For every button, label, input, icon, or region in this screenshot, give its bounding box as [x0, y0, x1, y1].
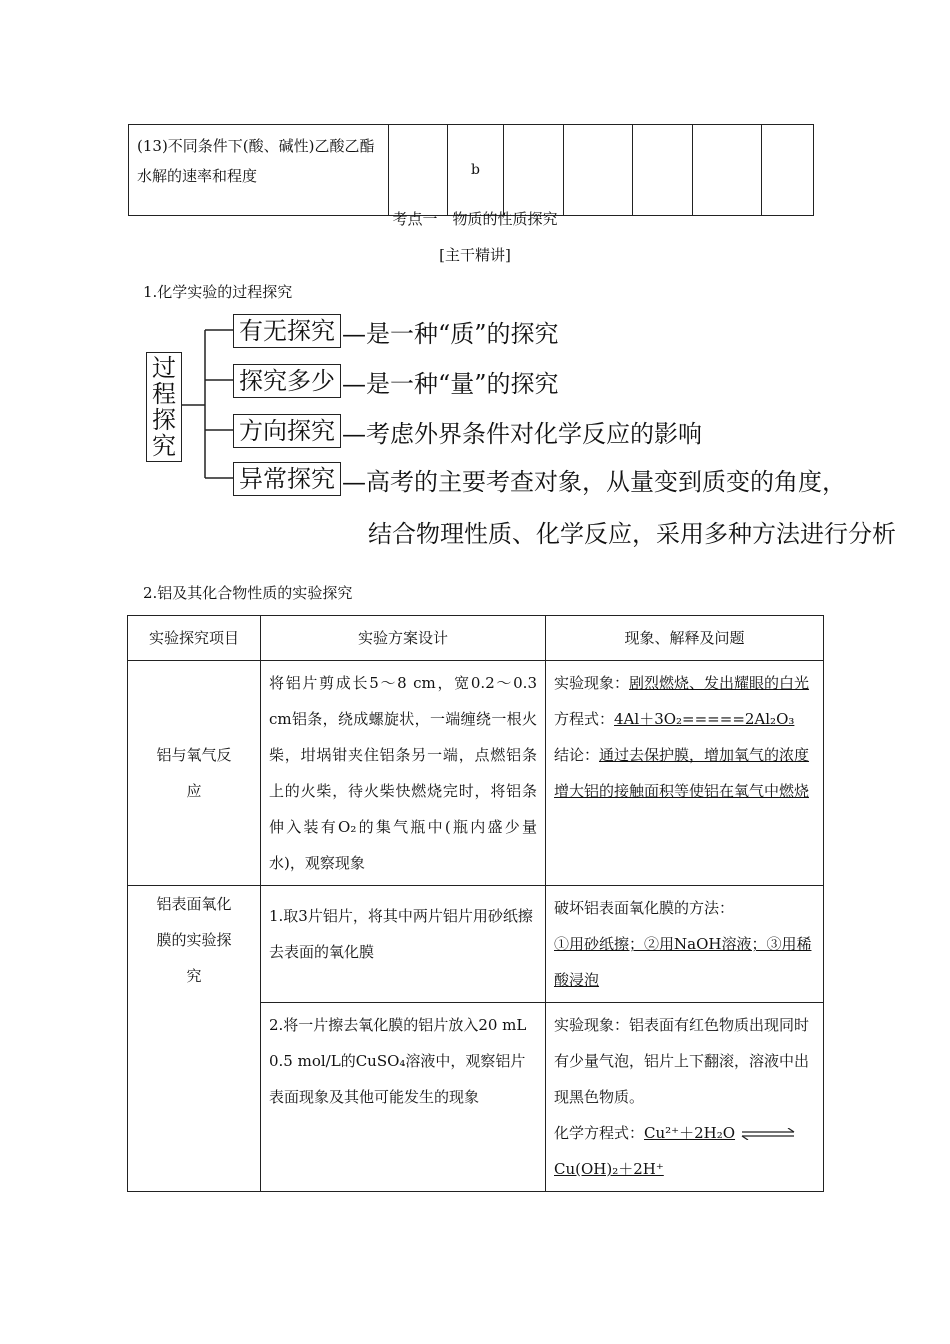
plan-cell: 将铝片剪成长5～8 cm，宽0.2～0.3 cm铝条，绕成螺旋状，一端缠绕一根火柴，坩埚钳夹住铝条另一端，点燃铝条上的火柴，待火柴快燃烧完时，将铝条伸入装有O₂的集气瓶中(瓶内盛少量水)，观察现象 [261, 661, 546, 886]
plan-cell: 1.取3片铝片，将其中两片铝片用砂纸擦去表面的氧化膜 [261, 886, 546, 1003]
branch-desc: —是一种“量”的探究 [342, 370, 559, 398]
plan-cell: 2.将一片擦去氧化膜的铝片放入20 mL 0.5 mol/L的CuSO₄溶液中，观察铝片表面现象及其他可能发生的现象 [261, 1003, 546, 1192]
phenomenon-value: 剧烈燃烧、发出耀眼的白光 [629, 674, 810, 692]
branch-desc: —考虑外界条件对化学反应的影响 [342, 420, 702, 448]
branch-label: 异常探究 [233, 462, 341, 496]
item-cell: 铝表面氧化膜的实验探究 [128, 886, 261, 1192]
table-cell: b [448, 125, 504, 216]
result-cell [546, 886, 824, 1003]
equilibrium-arrow-icon [740, 1128, 796, 1140]
part1-heading: 1.化学实验的过程探究 [143, 283, 293, 301]
item-cell: 铝与氧气反应 [128, 661, 261, 886]
conclusion-label: 结论： [554, 746, 600, 764]
phenomenon-label: 实验现象： [554, 674, 630, 692]
conclusion-value: 通过去保护膜，增加氧气的浓度增大铝的接触面积等使铝在氧气中燃烧 [554, 746, 810, 800]
aluminum-table [127, 615, 824, 1192]
equation-right: Cu(OH)₂＋2H⁺ [554, 1160, 664, 1178]
equation-label: 化学方程式： [554, 1124, 645, 1142]
column-header: 现象、解释及问题 [546, 616, 824, 661]
table-header-row [128, 616, 824, 661]
method-value: ①用砂纸擦；②用NaOH溶液；③用稀酸浸泡 [554, 935, 812, 989]
result-cell [546, 1003, 824, 1192]
column-header: 实验方案设计 [261, 616, 546, 661]
part2-heading: 2.铝及其化合物性质的实验探究 [143, 584, 353, 602]
equation-value: 4Al＋3O₂=====2Al₂O₃ [614, 710, 795, 728]
diagram-root: 过程探究 [146, 352, 182, 462]
process-diagram [0, 0, 950, 560]
branch-label: 有无探究 [233, 314, 341, 348]
branch-label: 探究多少 [233, 364, 341, 398]
column-header: 实验探究项目 [128, 616, 261, 661]
branch-desc: —是一种“质”的探究 [342, 320, 559, 348]
section-title: 考点一 物质的性质探究 [392, 210, 558, 228]
table-cell: (13)不同条件下(酸、碱性)乙酸乙酯水解的速率和程度 [129, 125, 389, 216]
branch-label: 方向探究 [233, 414, 341, 448]
phenomenon-text: 实验现象：铝表面有红色物质出现同时有少量气泡，铝片上下翻滚，溶液中出现黑色物质。 [554, 1016, 810, 1106]
branch-desc: —高考的主要考查对象，从量变到质变的角度， [342, 468, 846, 496]
table-row [128, 886, 824, 1003]
method-label: 破坏铝表面氧化膜的方法： [554, 899, 735, 917]
branch-continuation: 结合物理性质、化学反应，采用多种方法进行分析 [368, 520, 896, 548]
equation-label: 方程式： [554, 710, 615, 728]
section-subtitle: [主干精讲] [439, 246, 511, 264]
equation-left: Cu²⁺＋2H₂O [644, 1124, 736, 1142]
result-cell [546, 661, 824, 886]
table-row [128, 661, 824, 886]
